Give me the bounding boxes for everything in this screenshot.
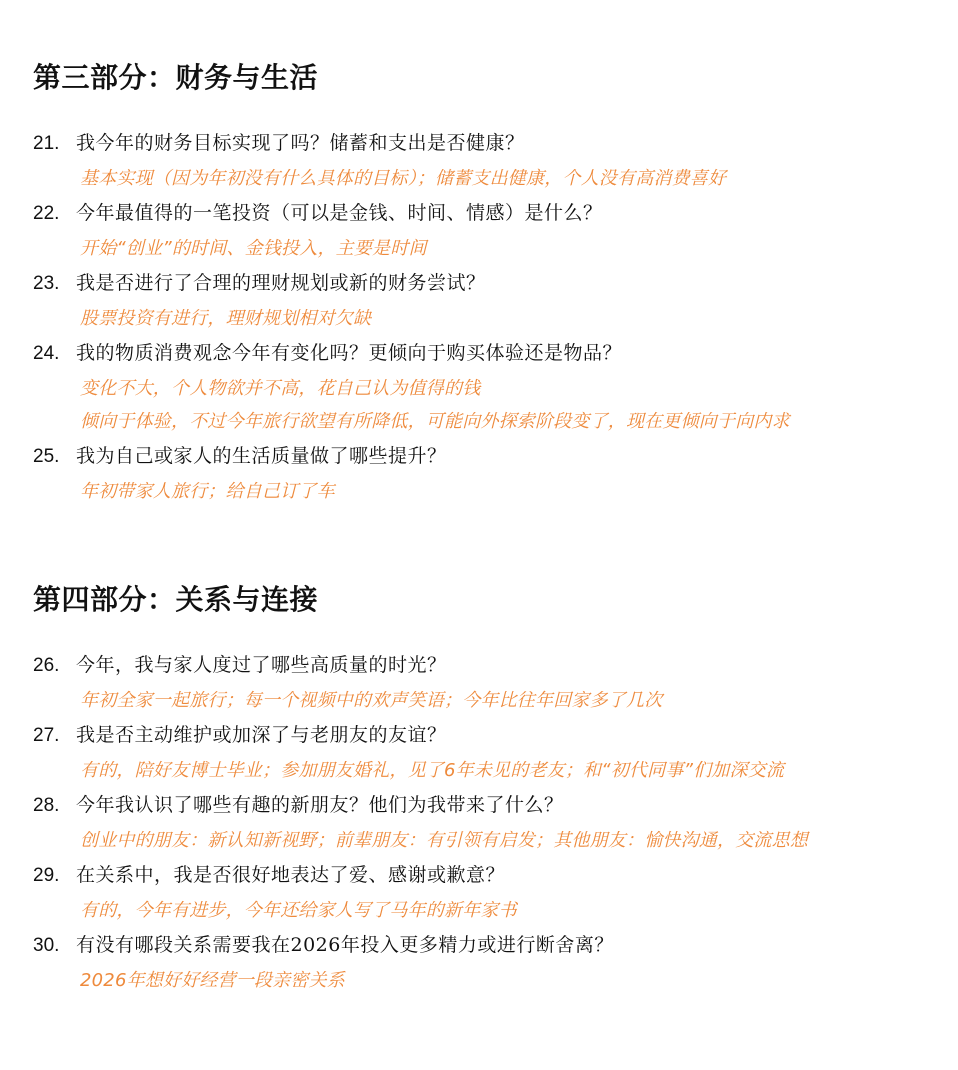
answer-text: 2026年想好好经营一段亲密关系 [80,970,346,991]
question-text: 我是否进行了合理的理财规划或新的财务尝试？ [76,272,486,294]
question-number: 23. [33,273,60,294]
question-text: 今年我认识了哪些有趣的新朋友？他们为我带来了什么？ [76,794,564,816]
section-finance-life [33,58,933,508]
question-item [33,335,933,438]
answer-text: 股票投资有进行，理财规划相对欠缺 [80,308,372,329]
question-line [33,647,933,684]
question-item [33,438,933,508]
question-item [33,265,933,335]
section-title: 第三部分：财务与生活 [33,61,319,94]
question-number: 24. [33,343,60,364]
question-text: 我是否主动维护或加深了与老朋友的友谊？ [76,724,447,746]
question-number: 26. [33,655,60,676]
question-line [33,125,933,162]
question-text: 今年最值得的一笔投资（可以是金钱、时间、情感）是什么？ [76,202,603,224]
question-number: 27. [33,725,60,746]
question-text: 有没有哪段关系需要我在2026年投入更多精力或进行断舍离？ [76,934,614,956]
question-number: 25. [33,446,60,467]
answer-text: 有的，陪好友博士毕业；参加朋友婚礼，见了6年未见的老友；和“初代同事”们加深交流 [80,760,785,781]
question-item [33,857,933,927]
section-relationships [33,580,933,997]
question-text: 在关系中，我是否很好地表达了爱、感谢或歉意？ [76,864,506,886]
answer-text: 开始“创业”的时间、金钱投入，主要是时间 [80,238,427,259]
question-list [33,125,933,508]
answer-text: 变化不大，个人物欲并不高，花自己认为值得的钱 [80,378,481,399]
question-list [33,647,933,997]
answer-text: 倾向于体验，不过今年旅行欲望有所降低，可能向外探索阶段变了，现在更倾向于向内求 [80,411,790,432]
question-item [33,125,933,195]
question-item [33,647,933,717]
question-item [33,787,933,857]
answer-text: 年初带家人旅行；给自己订了车 [80,481,335,502]
question-text: 今年，我与家人度过了哪些高质量的时光？ [76,654,447,676]
question-text: 我为自己或家人的生活质量做了哪些提升？ [76,445,447,467]
question-line [33,335,933,372]
question-number: 28. [33,795,60,816]
question-text: 我今年的财务目标实现了吗？储蓄和支出是否健康？ [76,132,525,154]
question-line [33,927,933,964]
question-line [33,857,933,894]
question-line [33,787,933,824]
question-line [33,717,933,754]
question-number: 30. [33,935,60,956]
section-title: 第四部分：关系与连接 [33,583,319,616]
question-item [33,717,933,787]
question-item [33,927,933,997]
question-number: 22. [33,203,60,224]
question-line [33,438,933,475]
question-number: 29. [33,865,60,886]
answer-text: 创业中的朋友：新认知新视野；前辈朋友：有引领有启发；其他朋友：愉快沟通，交流思想 [80,830,808,851]
question-item [33,195,933,265]
question-number: 21. [33,133,60,154]
answer-text: 有的，今年有进步，今年还给家人写了马年的新年家书 [80,900,517,921]
answer-text: 基本实现（因为年初没有什么具体的目标）；储蓄支出健康，个人没有高消费喜好 [80,168,727,189]
question-text: 我的物质消费观念今年有变化吗？更倾向于购买体验还是物品？ [76,342,623,364]
question-line [33,195,933,232]
question-line [33,265,933,302]
answer-text: 年初全家一起旅行；每一个视频中的欢声笑语；今年比往年回家多了几次 [80,690,663,711]
